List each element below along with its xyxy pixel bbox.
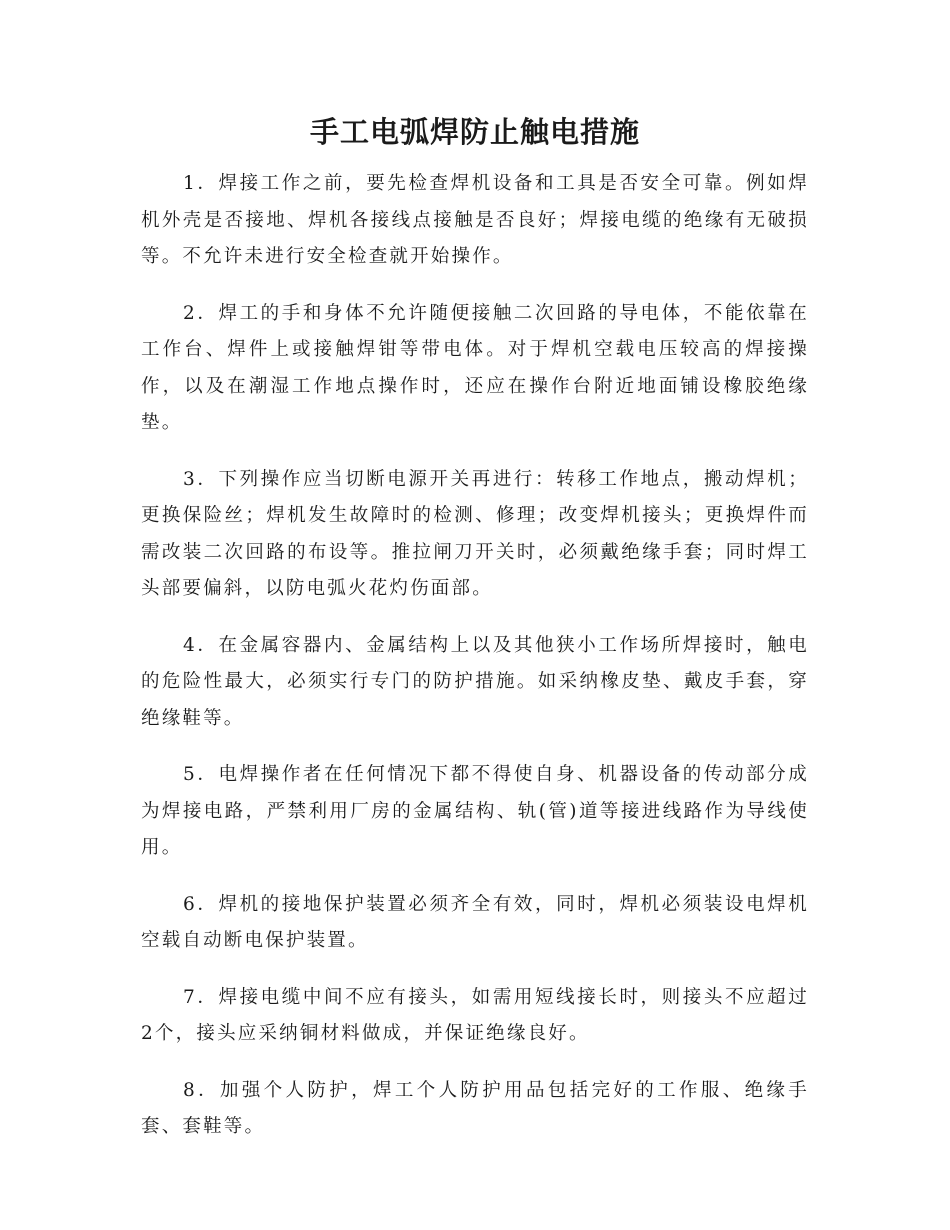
- paragraph-2: 2．焊工的手和身体不允许随便接触二次回路的导电体，不能依靠在工作台、焊件上或接触焊钳等带电体。对于焊机空载电压较高的焊接操作，以及在潮湿工作地点操作时，还应在操作台附近地面铺设橡胶绝缘垫。: [141, 302, 809, 433]
- paragraph-4: 4．在金属容器内、金属结构上以及其他狭小工作场所焊接时，触电的危险性最大，必须实行专门的防护措施。如采纳橡皮垫、戴皮手套，穿绝缘鞋等。: [141, 634, 809, 729]
- document-title: 手工电弧焊防止触电措施: [309, 115, 640, 149]
- paragraph-7: 7．焊接电缆中间不应有接头，如需用短线接长时，则接头不应超过2个，接头应采纳铜材料做成，并保证绝缘良好。: [141, 986, 809, 1044]
- paragraph-5: 5．电焊操作者在任何情况下都不得使自身、机器设备的传动部分成为焊接电路，严禁利用厂房的金属结构、轨(管)道等接进线路作为导线使用。: [141, 764, 809, 858]
- paragraph-6: 6．焊机的接地保护装置必须齐全有效，同时，焊机必须装设电焊机空载自动断电保护装置。: [141, 893, 809, 951]
- paragraph-1: 1．焊接工作之前，要先检查焊机设备和工具是否安全可靠。例如焊机外壳是否接地、焊机各接线点接触是否良好；焊接电缆的绝缘有无破损等。不允许未进行安全检查就开始操作。: [141, 173, 809, 267]
- paragraph-8: 8．加强个人防护，焊工个人防护用品包括完好的工作服、绝缘手套、套鞋等。: [141, 1079, 809, 1137]
- paragraph-3: 3．下列操作应当切断电源开关再进行：转移工作地点，搬动焊机；更换保险丝；焊机发生故障时的检测、修理；改变焊机接头；更换焊件而需改装二次回路的布设等。推拉闸刀开关时，必须戴绝缘手套；同时焊工头部要偏斜，以防电弧火花灼伤面部。: [141, 468, 809, 599]
- document-body: [141, 166, 809, 1166]
